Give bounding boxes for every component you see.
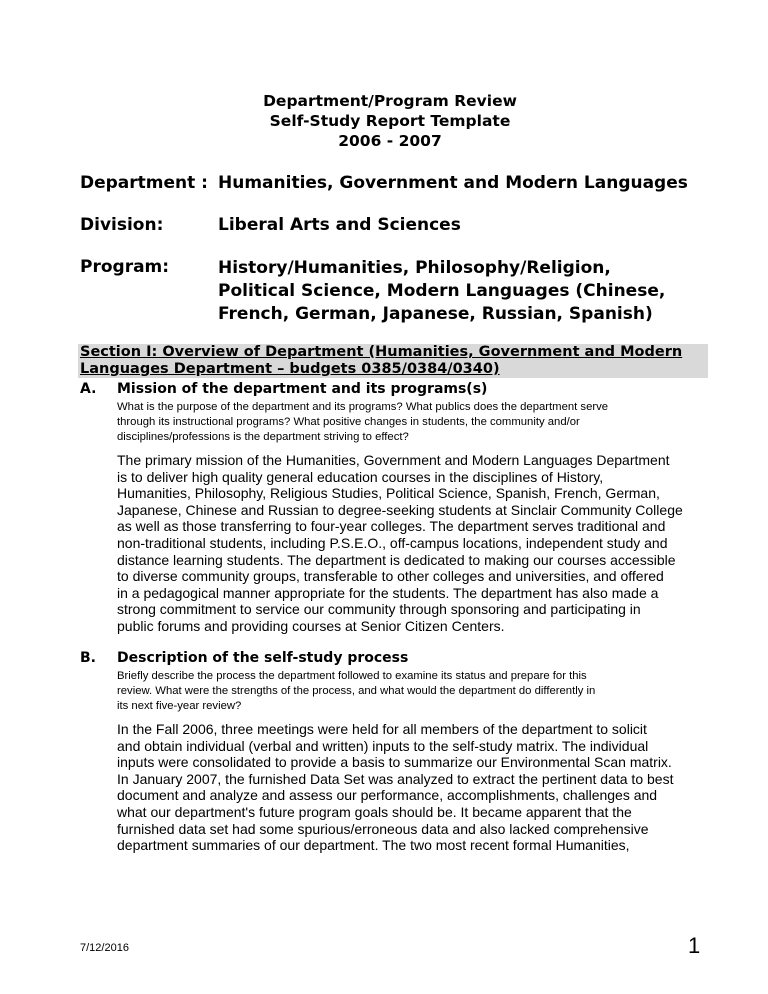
section-heading [78,344,708,378]
item-a-letter: A. [80,381,97,397]
item-a-heading: Mission of the department and its programs(s) [117,381,488,397]
section-line: Languages Department – budgets 0385/0384/0340) [80,361,500,377]
section-line: Section I: Overview of Department (Humanities, Government and Modern [80,344,683,360]
program-value [218,257,665,326]
doc-year: 2006 - 2007 [338,132,442,150]
text-line: in a pedagogical manner appropriate for the students. The department has also made a [117,584,659,601]
program-line: Political Science, Modern Languages (Chinese, [218,281,666,301]
text-line: Japanese, Chinese and Russian to degree-seeking students at Sinclair Community College [117,501,683,518]
text-line: strong commitment to service our community through sponsoring and participating in [117,601,641,618]
text-line: through its instructional programs? What positive changes in students, the community and/or [117,416,580,428]
text-line: furnished data set had some spurious/erroneous data and also lacked comprehensive [117,820,649,837]
program-label: Program: [80,257,170,277]
text-line: what our department's future program goals should be. It became apparent that the [117,803,632,820]
text-line: distance learning students. The department is dedicated to making our courses accessible [117,551,676,568]
text-line: In the Fall 2006, three meetings were held for all members of the department to solicit [117,721,647,737]
text-line: Humanities, Philosophy, Religious Studies, Political Science, Spanish, French, German, [117,485,660,502]
department-value: Humanities, Government and Modern Languages [218,173,688,193]
item-b-heading: Description of the self-study process [117,650,409,666]
program-line: History/Humanities, Philosophy/Religion, [218,258,611,278]
item-b-body [117,721,673,854]
division-value: Liberal Arts and Sciences [218,215,461,235]
item-a-prompt [117,400,608,445]
text-line: disciplines/professions is the department striving to effect? [117,431,409,443]
text-line: The primary mission of the Humanities, Government and Modern Languages Department [117,452,670,468]
text-line: as well as those transferring to four-year colleges. The department serves traditional and [117,518,666,535]
item-a-body [117,452,683,635]
doc-subtitle: Self-Study Report Template [269,112,511,130]
page-number: 1 [688,933,701,958]
text-line: review. What were the strengths of the process, and what would the department do differently in [117,685,596,697]
text-line: document and analyze and assess our performance, accomplishments, challenges and [117,787,658,804]
text-line: is to deliver high quality general education courses in the disciplines of History, [117,468,604,485]
text-line: What is the purpose of the department and its programs? What publics does the department serve [117,401,609,413]
text-line: and obtain individual (verbal and written) inputs to the self-study matrix. The individual [117,737,649,754]
program-line: French, German, Japanese, Russian, Spanish) [218,304,653,324]
text-line: Briefly describe the process the department followed to examine its status and prepare for this [117,670,587,682]
text-line: public forums and providing courses at Senior Citizen Centers. [117,617,505,634]
item-b-prompt [117,669,595,714]
text-line: In January 2007, the furnished Data Set was analyzed to extract the pertinent data to best [117,770,674,787]
division-label: Division: [80,215,164,235]
text-line: non-traditional students, including P.S.E.O., off-campus locations, independent study and [117,534,668,551]
text-line: inputs were consolidated to provide a basis to summarize our Environmental Scan matrix. [117,754,672,771]
text-line: department summaries of our department. The two most recent formal Humanities, [117,837,630,854]
item-b-letter: B. [80,650,96,666]
footer-date: 7/12/2016 [80,942,129,954]
doc-title: Department/Program Review [263,92,517,110]
department-label: Department : [80,173,208,193]
text-line: its next five-year review? [117,700,242,712]
text-line: to diverse community groups, transferable to other colleges and universities, and offered [117,568,664,585]
